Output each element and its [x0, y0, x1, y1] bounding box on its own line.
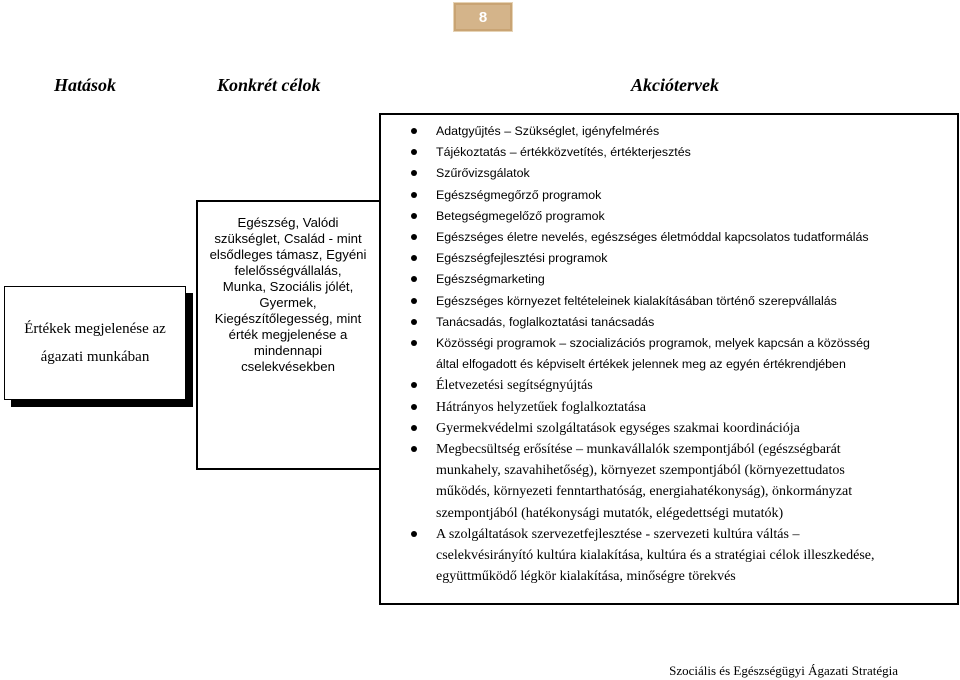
- list-item-text: A szolgáltatások szervezetfejlesztése - szervezeti kultúra váltás – cselekvésirányító kultúra kialakítása, kultúra és a stratégiai célok illeszkedése, együttműködő légkör kialakítása, minőségre törekvés: [436, 526, 875, 585]
- bullet-icon: [411, 446, 417, 452]
- list-item: [411, 524, 951, 588]
- list-item-text: Betegségmegelőző programok: [436, 208, 605, 223]
- list-item: [411, 163, 951, 184]
- bullet-icon: [411, 234, 417, 240]
- bullet-icon: [411, 170, 417, 176]
- bullet-icon: [411, 276, 417, 282]
- list-item-text: Hátrányos helyzetűek foglalkoztatása: [436, 399, 646, 415]
- list-item-text: Életvezetési segítségnyújtás: [436, 378, 593, 394]
- bullet-icon: [411, 404, 417, 410]
- list-item: [411, 312, 951, 333]
- bullet-icon: [411, 128, 417, 134]
- goals-box-text: Egészség, Valódi szükséglet, Család - mint elsődleges támasz, Egyéni felelősségvállalás, Munka, Szociális jólét, Gyermek, Kiegészítőlegesség, mint érték megjelenése a mindennapi cselekvésekben: [209, 215, 367, 374]
- heading-effects: Hatások: [54, 75, 117, 95]
- bullet-icon: [411, 425, 417, 431]
- list-item-text: Tájékoztatás – értékközvetítés, értékterjesztés: [436, 145, 691, 160]
- list-item-text: Egészségmarketing: [436, 272, 545, 287]
- bullet-icon: [411, 255, 417, 261]
- bullet-icon: [411, 340, 417, 346]
- list-item-text: Tanácsadás, foglalkoztatási tanácsadás: [436, 314, 655, 329]
- bullet-icon: [411, 213, 417, 219]
- footer-text: Szociális és Egészségügyi Ágazati Stratégia: [669, 663, 898, 678]
- list-item-text: Közösségi programok – szocializációs programok, melyek kapcsán a közösség által elfogadott és képviselt értékek jelennek meg az egyén értékrendjében: [436, 336, 870, 372]
- list-item: [411, 397, 951, 418]
- list-item-text: Megbecsültség erősítése – munkavállalók szempontjából (egészségbarát munkahely, szavahihetőség), környezet szempontjából (környezettudatos működés, környezeti fenntarthatóság, energiahatékonyság), önkormányzat szempontjából (hatékonysági mutatók, elégedettségi mutatók): [436, 442, 853, 521]
- list-item-text: Adatgyűjtés – Szükséglet, igényfelmérés: [436, 124, 660, 138]
- list-item-text: Egészségmegőrző programok: [436, 187, 602, 202]
- list-item: [411, 227, 951, 248]
- list-item: [411, 333, 951, 375]
- list-item: [411, 206, 951, 227]
- bullet-icon: [411, 319, 417, 325]
- page-number-badge: 8: [453, 2, 513, 32]
- heading-goals: Konkrét célok: [217, 75, 321, 95]
- list-item-text: Egészségfejlesztési programok: [436, 251, 608, 266]
- list-item: [411, 269, 951, 290]
- bullet-icon: [411, 298, 417, 304]
- list-item: [411, 121, 951, 142]
- actions-list: [411, 121, 951, 587]
- bullet-icon: [411, 192, 417, 198]
- list-item-text: Szűrővizsgálatok: [436, 166, 530, 181]
- list-item: [411, 291, 951, 312]
- list-item: [411, 185, 951, 206]
- list-item: [411, 439, 951, 524]
- list-item-text: Egészséges környezet feltételeinek kialakításában történő szerepvállalás: [436, 293, 837, 308]
- values-box-text: Értékek megjelenése az ágazati munkában: [24, 321, 166, 365]
- list-item: [411, 142, 951, 163]
- bullet-icon: [411, 149, 417, 155]
- values-box: [4, 286, 186, 400]
- list-item-text: Egészséges életre nevelés, egészséges életmóddal kapcsolatos tudatformálás: [436, 230, 869, 245]
- bullet-icon: [411, 531, 417, 537]
- heading-actions: Akciótervek: [631, 75, 719, 95]
- list-item: [411, 248, 951, 269]
- list-item: [411, 418, 951, 439]
- list-item: [411, 375, 951, 396]
- list-item-text: Gyermekvédelmi szolgáltatások egységes szakmai koordinációja: [436, 420, 800, 436]
- bullet-icon: [411, 382, 417, 388]
